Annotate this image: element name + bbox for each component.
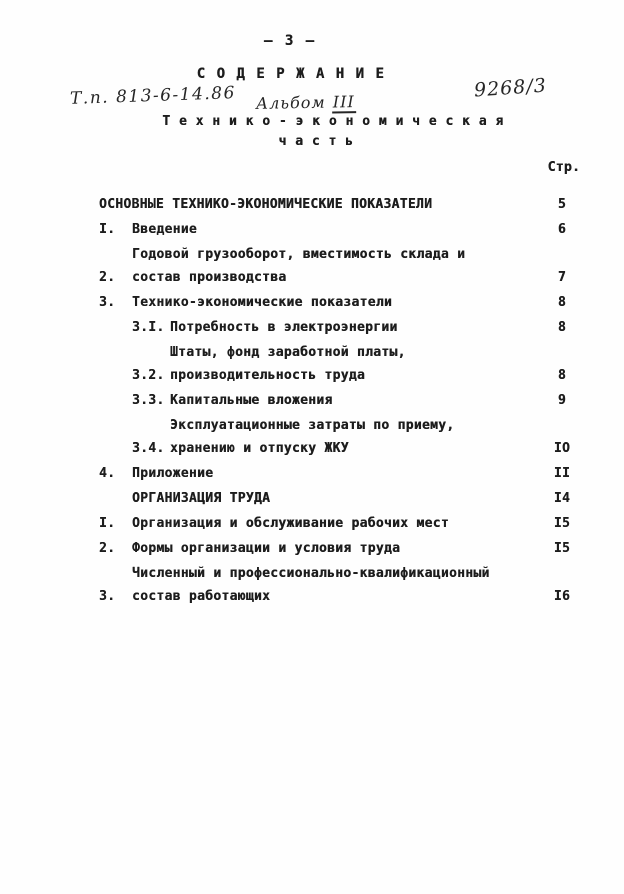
toc-entry bbox=[99, 462, 578, 485]
toc-entry-title: Приложение bbox=[132, 466, 214, 481]
handwritten-doc-number: 9268/3 bbox=[473, 74, 548, 102]
toc-entry-number: 3. bbox=[99, 589, 116, 604]
toc-entry bbox=[99, 414, 578, 460]
album-roman-numeral: III bbox=[332, 92, 356, 113]
toc-entry-page: 8 bbox=[557, 368, 567, 383]
toc-entry-number: I. bbox=[99, 222, 116, 237]
toc-entry-page: 5 bbox=[557, 197, 567, 212]
toc-entry bbox=[99, 316, 578, 339]
toc-entry-title: Введение bbox=[132, 222, 198, 237]
handwritten-project-code: Т.п. 813-6-14.86 bbox=[69, 83, 237, 109]
toc-entry bbox=[99, 487, 578, 510]
toc-entry-number: I. bbox=[99, 516, 116, 531]
toc-entry bbox=[99, 218, 578, 241]
toc-entry-number: 3.I. bbox=[132, 320, 165, 335]
toc-entry-title: Штаты, фонд заработной платы, производительность труда bbox=[170, 345, 406, 383]
toc-entry bbox=[99, 291, 578, 314]
document-title: С О Д Е Р Ж А Н И Е bbox=[196, 66, 386, 82]
table-of-contents bbox=[99, 193, 578, 610]
toc-entry-page: 8 bbox=[557, 320, 567, 335]
toc-entry-number: 3. bbox=[99, 295, 116, 310]
toc-entry-title: Потребность в электроэнергии bbox=[170, 320, 398, 335]
toc-entry-number: 2. bbox=[99, 270, 116, 285]
toc-entry-page: II bbox=[553, 466, 571, 481]
toc-entry-title: ОСНОВНЫЕ ТЕХНИКО-ЭКОНОМИЧЕСКИЕ ПОКАЗАТЕЛИ bbox=[99, 197, 433, 212]
toc-entry-page: 6 bbox=[557, 222, 567, 237]
toc-entry-title: ОРГАНИЗАЦИЯ ТРУДА bbox=[132, 491, 271, 506]
page-column-header: Стр. bbox=[547, 159, 580, 175]
toc-entry bbox=[99, 562, 578, 608]
toc-entry bbox=[99, 193, 578, 216]
toc-entry-page: I4 bbox=[553, 491, 571, 506]
toc-entry-title: Формы организации и условия труда bbox=[132, 541, 401, 556]
toc-entry-number: 3.2. bbox=[132, 368, 165, 383]
album-word: Альбом bbox=[255, 92, 326, 113]
toc-entry-page: 9 bbox=[557, 393, 567, 408]
toc-entry-number: 2. bbox=[99, 541, 116, 556]
toc-entry-page: 7 bbox=[557, 270, 567, 285]
toc-entry bbox=[99, 389, 578, 412]
toc-entry-page: 8 bbox=[557, 295, 567, 310]
page-number: – 3 – bbox=[263, 33, 317, 49]
toc-entry bbox=[99, 512, 578, 535]
toc-entry-title: Годовой грузооборот, вместимость склада и состав производства bbox=[132, 247, 466, 285]
toc-entry-title: Организация и обслуживание рабочих мест bbox=[132, 516, 449, 531]
toc-entry-page: I5 bbox=[553, 516, 571, 531]
toc-entry bbox=[99, 243, 578, 289]
toc-entry-page: I6 bbox=[553, 589, 571, 604]
toc-entry-title: Технико-экономические показатели bbox=[132, 295, 393, 310]
toc-entry bbox=[99, 341, 578, 387]
document-subtitle-line2: ч а с т ь bbox=[278, 134, 354, 149]
toc-entry-number: 4. bbox=[99, 466, 116, 481]
handwritten-album-annotation bbox=[256, 92, 356, 113]
toc-entry-title: Капитальные вложения bbox=[170, 393, 333, 408]
toc-entry-number: 3.3. bbox=[132, 393, 165, 408]
toc-entry bbox=[99, 537, 578, 560]
toc-entry-page: IO bbox=[553, 441, 571, 456]
document-subtitle-line1: Т е х н и к о - э к о н о м и ч е с к а я bbox=[162, 114, 504, 129]
toc-entry-page: I5 bbox=[553, 541, 571, 556]
toc-entry-title: Численный и профессионально-квалификационный состав работающих bbox=[132, 566, 490, 604]
toc-entry-title: Эксплуатационные затраты по приему, хранению и отпуску ЖКУ bbox=[170, 418, 455, 456]
toc-entry-number: 3.4. bbox=[132, 441, 165, 456]
